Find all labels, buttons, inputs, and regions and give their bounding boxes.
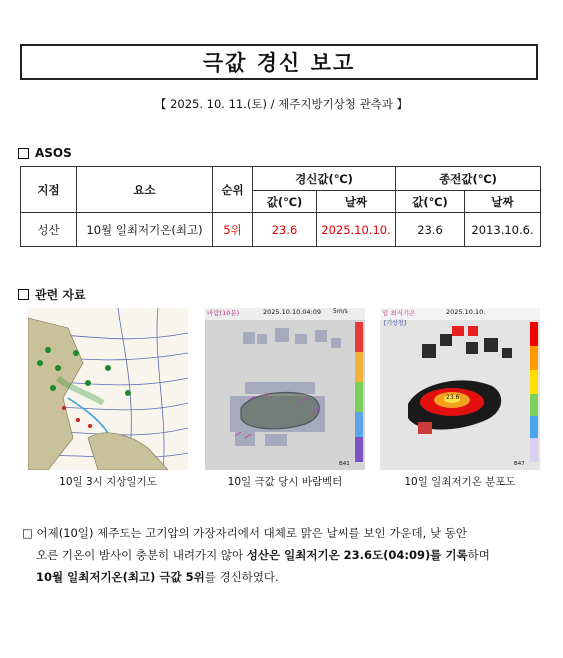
header-new-value-group: 경신값(℃) [253,167,396,191]
paragraph-text-3a: 10월 일최저기온(최고) 극값 5위 [36,570,205,584]
temp-map-header-time: 2025.10.10. [446,308,486,316]
paragraph-text-2a: 오른 기온이 밤사이 충분히 내려가지 않아 [36,548,247,562]
wind-vector-map-image [205,308,365,470]
paragraph-line-1 [22,522,542,544]
summary-paragraph [22,522,542,588]
cell-rank: 5위 [213,213,253,247]
checkbox-square-icon [18,148,29,159]
cell-old-date: 2013.10.6. [465,213,541,247]
figure-caption-min-temp: 10일 일최저기온 분포도 [404,476,516,488]
surface-weather-map-image [28,308,188,470]
figure-caption-surface-map: 10일 3시 지상일기도 [59,476,157,488]
asos-section-heading [18,146,72,160]
report-title: 극값 경신 보고 [20,44,538,80]
header-rank: 순위 [213,167,253,213]
table-row [21,213,541,247]
paragraph-line-3 [22,566,542,588]
temp-map-point-label: 23.6 [446,394,460,401]
temp-map-badge: [기상청] [384,320,407,327]
paragraph-line-2 [22,544,542,566]
min-temperature-map-image [380,308,540,470]
bullet-square-icon: □ [22,526,33,540]
cell-new-value: 23.6 [253,213,317,247]
temp-map-logo: B47 [514,461,525,467]
cell-element: 10월 일최저기온(최고) [77,213,213,247]
header-old-date: 날짜 [465,191,541,213]
wind-map-unit: 5m/s [333,308,348,315]
header-new-value: 값(℃) [253,191,317,213]
header-old-value-group: 종전값(℃) [396,167,541,191]
wind-map-logo: B41 [339,461,350,467]
figure-caption-wind-vector: 10일 극값 당시 바람벡터 [227,476,343,488]
paragraph-text-2b: 성산은 일최저기온 23.6도(04:09)를 기록 [246,548,468,562]
header-station: 지점 [21,167,77,213]
cell-station: 성산 [21,213,77,247]
cell-new-date: 2025.10.10. [317,213,396,247]
header-new-date: 날짜 [317,191,396,213]
paragraph-text-2c: 하며 [467,548,490,562]
related-heading-text: 관련 자료 [35,288,86,302]
wind-map-header-time: 2025.10.10.04:09 [263,308,322,316]
asos-heading-text: ASOS [35,146,72,160]
temp-map-header-label: 일 최저기온 [382,309,416,317]
paragraph-text-1: 어제(10일) 제주도는 고기압의 가장자리에서 대체로 맑은 날씨를 보인 가운데, 낮 동안 [36,526,467,540]
record-table [20,166,541,247]
header-element: 요소 [77,167,213,213]
related-section-heading [18,286,86,303]
checkbox-square-icon [18,289,29,300]
paragraph-text-3b: 를 경신하였다. [204,570,279,584]
wind-map-header-label: 바람(10분) [207,309,240,317]
cell-old-value: 23.6 [396,213,465,247]
report-subtitle: 【 2025. 10. 11.(토) / 제주지방기상청 관측과 】 [154,97,409,111]
header-old-value: 값(℃) [396,191,465,213]
